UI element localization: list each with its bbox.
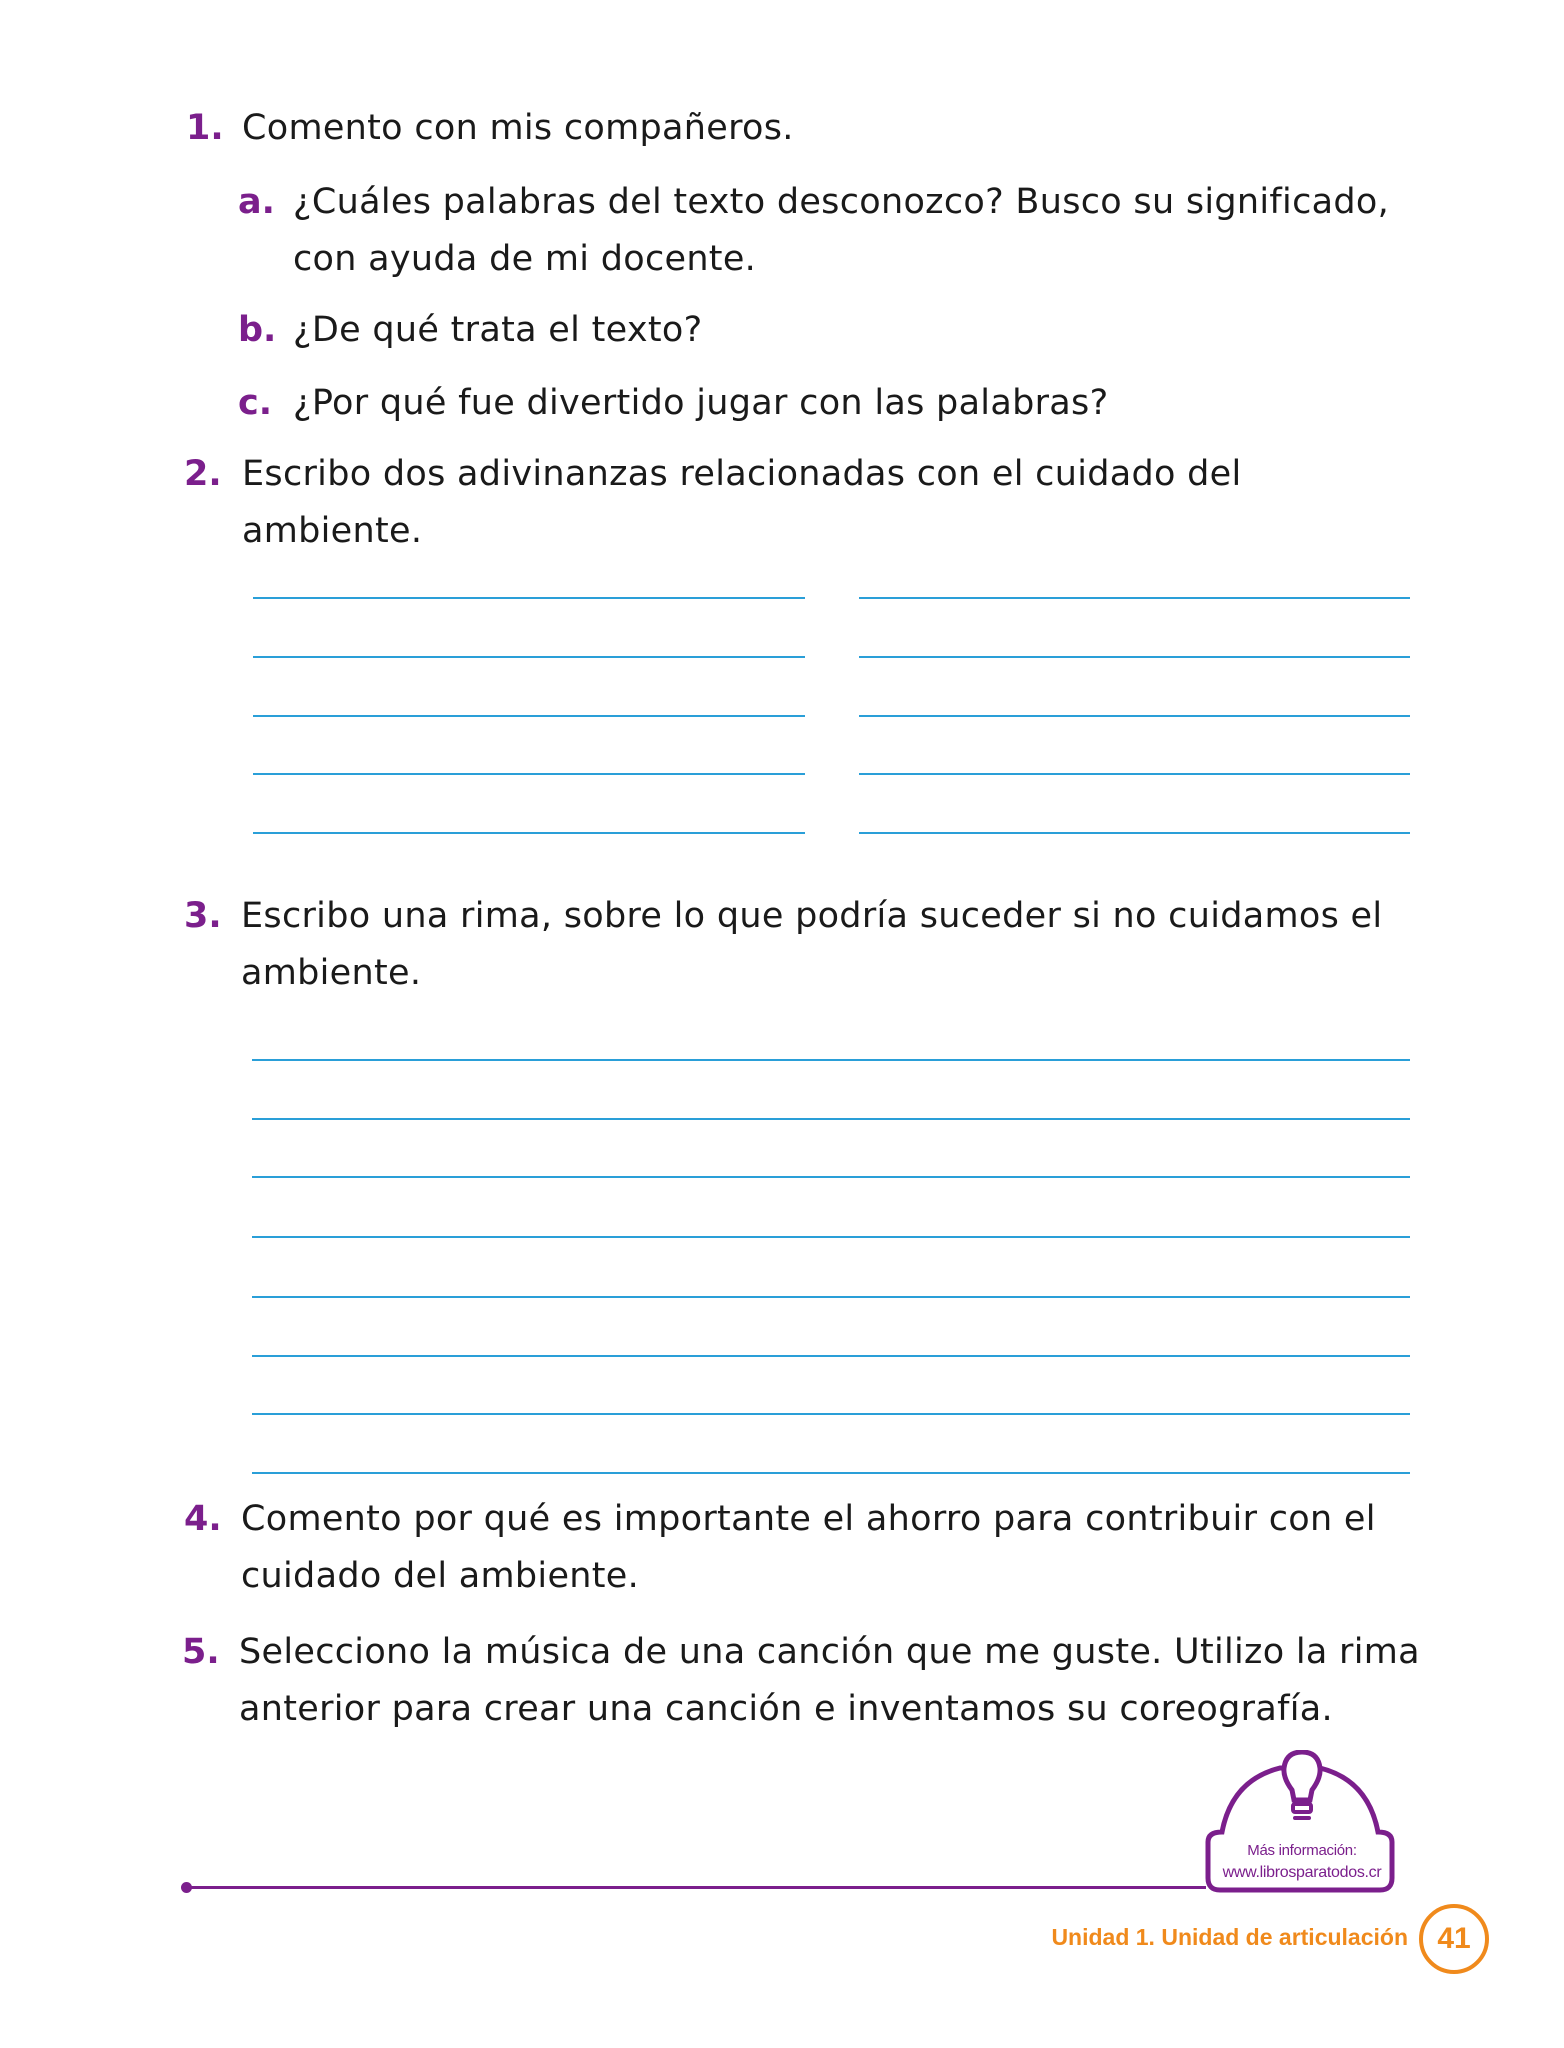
answer-line[interactable] [253, 597, 805, 599]
answer-line[interactable] [253, 832, 805, 834]
answer-line[interactable] [252, 1176, 1410, 1178]
question-4-number: 4. [184, 1499, 222, 1539]
answer-line[interactable] [252, 1296, 1410, 1298]
question-4-text-2: cuidado del ambiente. [241, 1556, 640, 1596]
subquestion-b-letter: b. [238, 310, 277, 350]
question-2-number: 2. [184, 454, 222, 494]
answer-line[interactable] [253, 715, 805, 717]
question-1-text: Comento con mis compañeros. [242, 108, 794, 148]
question-2-text: Escribo dos adivinanzas relacionadas con el cuidado del [242, 454, 1242, 494]
answer-line[interactable] [859, 715, 1410, 717]
subquestion-a-text: ¿Cuáles palabras del texto desconozco? Busco su significado, [293, 182, 1390, 222]
answer-line[interactable] [252, 1236, 1410, 1238]
subquestion-c-text: ¿Por qué fue divertido jugar con las palabras? [293, 383, 1109, 423]
answer-line[interactable] [252, 1472, 1410, 1474]
info-label: Más información: [1247, 1842, 1357, 1859]
answer-line[interactable] [252, 1059, 1410, 1061]
answer-line[interactable] [859, 656, 1410, 658]
subquestion-a-text-2: con ayuda de mi docente. [293, 239, 757, 279]
question-3-number: 3. [184, 896, 222, 936]
question-1-number: 1. [186, 108, 224, 148]
subquestion-a-letter: a. [238, 182, 275, 222]
footer-divider [186, 1886, 1206, 1889]
subquestion-b-text: ¿De qué trata el texto? [293, 310, 703, 350]
answer-line[interactable] [252, 1413, 1410, 1415]
question-3-text: Escribo una rima, sobre lo que podría suceder si no cuidamos el [241, 896, 1383, 936]
question-5-text: Selecciono la música de una canción que me guste. Utilizo la rima [239, 1632, 1420, 1672]
subquestion-c-letter: c. [238, 383, 273, 423]
answer-line[interactable] [859, 773, 1410, 775]
answer-line[interactable] [253, 773, 805, 775]
answer-line[interactable] [253, 656, 805, 658]
page-number: 41 [1419, 1904, 1489, 1974]
unit-title: Unidad 1. Unidad de articulación [1051, 1924, 1408, 1950]
answer-line[interactable] [252, 1355, 1410, 1357]
answer-line[interactable] [252, 1118, 1410, 1120]
question-5-text-2: anterior para crear una canción e inventamos su coreografía. [239, 1689, 1333, 1729]
info-url-link[interactable]: www.librosparatodos.cr [1222, 1864, 1382, 1881]
question-3-text-2: ambiente. [241, 953, 422, 993]
question-2-text-2: ambiente. [242, 511, 423, 551]
answer-line[interactable] [859, 832, 1410, 834]
question-5-number: 5. [182, 1632, 220, 1672]
question-4-text: Comento por qué es importante el ahorro para contribuir con el [241, 1499, 1376, 1539]
answer-line[interactable] [859, 597, 1410, 599]
